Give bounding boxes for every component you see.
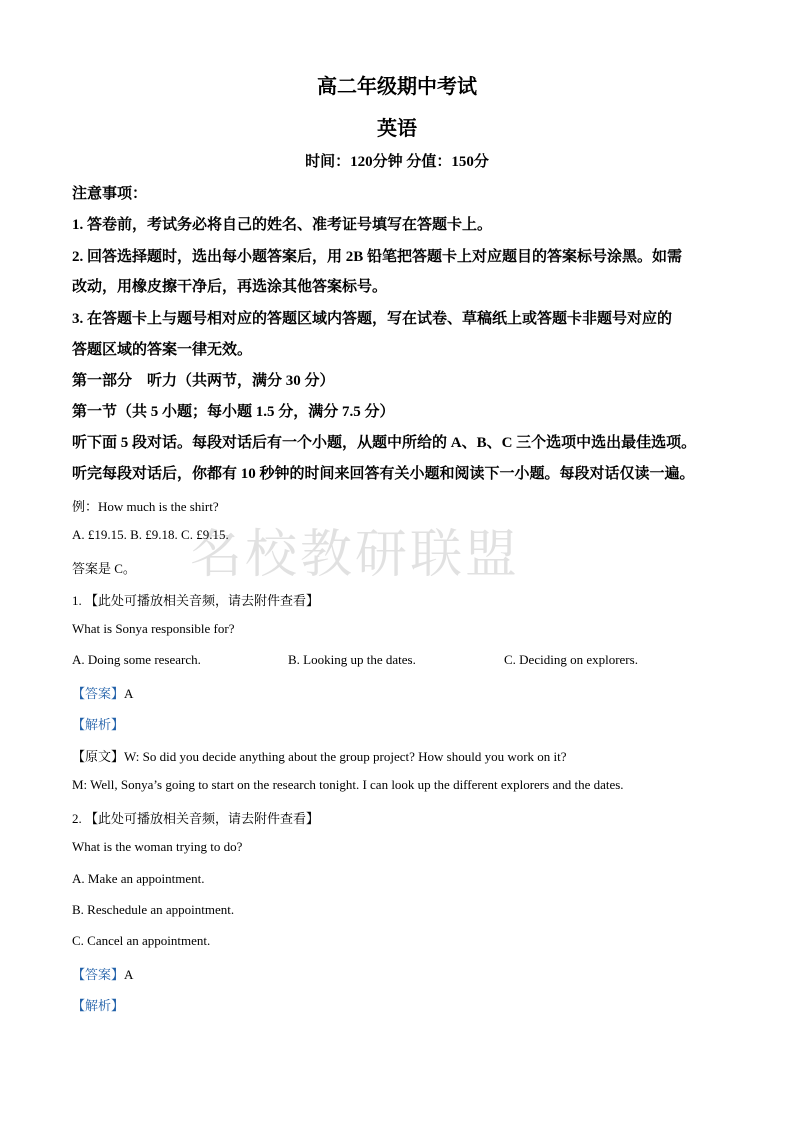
q1-option-c: C. Deciding on explorers.: [504, 652, 638, 667]
example-question: 例：How much is the shirt?: [72, 499, 219, 514]
instruction-line-2: 听完每段对话后，你都有 10 秒钟的时间来回答有关小题和阅读下一小题。每段对话仅读一遍。: [72, 466, 695, 482]
exam-time-score: 时间：120分钟 分值：150分: [305, 154, 489, 170]
q1-question: What is Sonya responsible for?: [72, 621, 235, 636]
q1-answer: [72, 683, 133, 702]
q2-analysis-label: 【解析】: [72, 998, 125, 1013]
q2-option-c: C. Cancel an appointment.: [72, 933, 211, 948]
section-1-heading: 第一节（共 5 小题；每小题 1.5 分，满分 7.5 分）: [72, 404, 395, 420]
q1-option-b: B. Looking up the dates.: [288, 652, 416, 667]
part-1-heading: 第一部分 听力（共两节，满分 30 分）: [72, 373, 335, 389]
q2-audio-note: 2. 【此处可播放相关音频，请去附件查看】: [72, 811, 320, 826]
q2-question: What is the woman trying to do?: [72, 839, 243, 854]
exam-subject: 英语: [377, 118, 417, 140]
notice-item-2-line-1: 2. 回答选择题时，选出每小题答案后，用 2B 铅笔把答题卡上对应题目的答案标号涂黑。如需: [72, 249, 683, 265]
example-options: A. £19.15. B. £9.18. C. £9.15.: [72, 527, 229, 542]
q2-option-b: B. Reschedule an appointment.: [72, 902, 235, 917]
example-answer: 答案是 C。: [72, 561, 136, 576]
q1-audio-note: 1. 【此处可播放相关音频，请去附件查看】: [72, 593, 320, 608]
q2-answer-value: A: [124, 967, 134, 982]
q2-option-a: A. Make an appointment.: [72, 871, 205, 886]
q1-transcript-w-text: W: So did you decide anything about the group project? How should you work on it?: [124, 749, 567, 764]
q1-answer-label: 【答案】: [72, 686, 125, 701]
q1-answer-value: A: [124, 686, 134, 701]
q2-answer-label: 【答案】: [72, 967, 125, 982]
q1-transcript-m: M: Well, Sonya’s going to start on the research tonight. I can look up the different explorers and the dates.: [72, 777, 624, 792]
q2-answer: [72, 964, 133, 983]
notice-heading: 注意事项：: [72, 186, 148, 202]
q1-option-a: A. Doing some research.: [72, 652, 201, 667]
q1-transcript-label: 【原文】: [72, 749, 125, 764]
notice-item-3-line-2: 答题区域的答案一律无效。: [72, 342, 253, 358]
exam-title: 高二年级期中考试: [317, 76, 477, 98]
instruction-line-1: 听下面 5 段对话。每段对话后有一个小题，从题中所给的 A、B、C 三个选项中选出最佳选项。: [72, 435, 697, 451]
q1-transcript-w: [72, 746, 567, 765]
q1-analysis-label: 【解析】: [72, 717, 125, 732]
notice-item-2-line-2: 改动，用橡皮擦干净后，再选涂其他答案标号。: [72, 279, 388, 295]
notice-item-3-line-1: 3. 在答题卡上与题号相对应的答题区域内答题，写在试卷、草稿纸上或答题卡非题号对应的: [72, 311, 673, 327]
notice-item-1: 1. 答卷前，考试务必将自己的姓名、准考证号填写在答题卡上。: [72, 217, 493, 233]
watermark: 名校教研联盟: [190, 525, 521, 585]
